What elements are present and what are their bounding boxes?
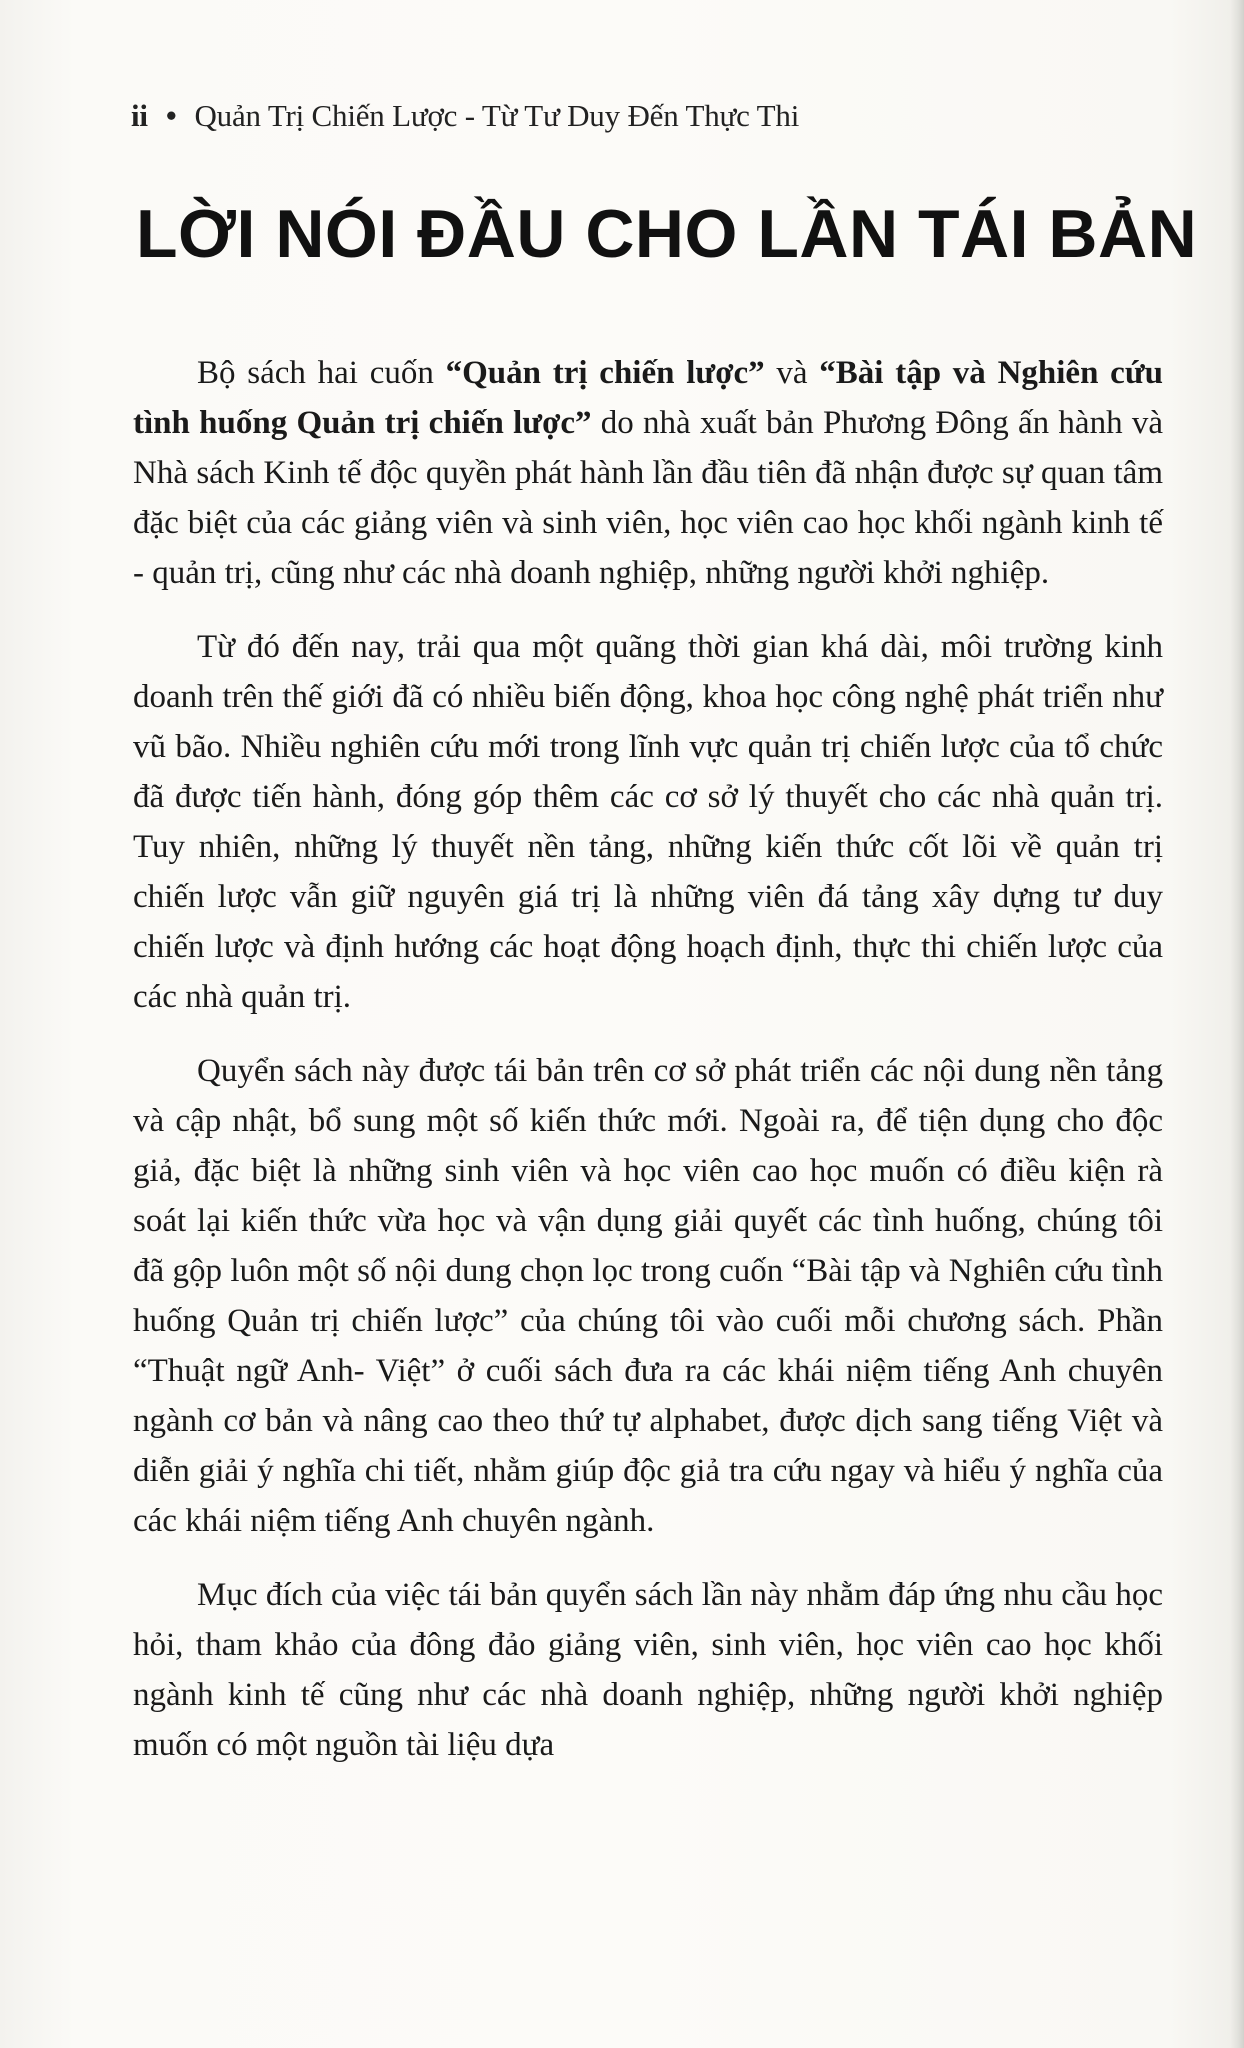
running-header xyxy=(131,98,799,134)
page-edge-shadow xyxy=(1230,0,1244,2048)
header-bullet: • xyxy=(165,98,177,133)
paragraph-3: Quyển sách này được tái bản trên cơ sở phát triển các nội dung nền tảng và cập nhật, bổ sung một số kiến thức mới. Ngoài ra, để tiện dụng cho độc giả, đặc biệt là những sinh viên và học viên cao học muốn có điều kiện rà soát lại kiến thức vừa học và vận dụng giải quyết các tình huống, chúng tôi đã gộp luôn một số nội dung chọn lọc trong cuốn “Bài tập và Nghiên cứu tình huống Quản trị chiến lược” của chúng tôi vào cuối mỗi chương sách. Phần “Thuật ngữ Anh- Việt” ở cuối sách đưa ra các khái niệm tiếng Anh chuyên ngành cơ bản và nâng cao theo thứ tự alphabet, được dịch sang tiếng Việt và diễn giải ý nghĩa chi tiết, nhằm giúp độc giả tra cứu ngay và hiểu ý nghĩa của các khái niệm tiếng Anh chuyên ngành. xyxy=(133,1053,1163,1539)
paragraph-1-text-a: Bộ sách hai cuốn xyxy=(197,355,446,391)
book-title-1: “Quản trị chiến lược” xyxy=(445,355,765,391)
paragraph-1 xyxy=(133,348,1163,598)
body-text xyxy=(133,348,1163,1770)
book-title-2: “Bài tập và Nghiên cứu tình huống Quản trị chiến lược” xyxy=(133,355,1163,441)
page-number: ii xyxy=(131,98,148,133)
chapter-title: LỜI NÓI ĐẦU CHO LẦN TÁI BẢN xyxy=(136,196,1198,272)
paragraph-4: Mục đích của việc tái bản quyển sách lần này nhằm đáp ứng nhu cầu học hỏi, tham khảo của đông đảo giảng viên, sinh viên, học viên cao học khối ngành kinh tế cũng như các nhà doanh nghiệp, những người khởi nghiệp muốn có một nguồn tài liệu dựa xyxy=(133,1577,1163,1763)
paragraph-1-text-c: do nhà xuất bản Phương Đông ấn hành và Nhà sách Kinh tế độc quyền phát hành lần đầu tiên đã nhận được sự quan tâm đặc biệt của các giảng viên và sinh viên, học viên cao học khối ngành kinh tế - quản trị, cũng như các nhà doanh nghiệp, những người khởi nghiệp. xyxy=(133,405,1163,591)
running-title: Quản Trị Chiến Lược - Từ Tư Duy Đến Thực Thi xyxy=(194,98,800,133)
paragraph-2: Từ đó đến nay, trải qua một quãng thời gian khá dài, môi trường kinh doanh trên thế giới đã có nhiều biến động, khoa học công nghệ phát triển như vũ bão. Nhiều nghiên cứu mới trong lĩnh vực quản trị chiến lược của tổ chức đã được tiến hành, đóng góp thêm các cơ sở lý thuyết cho các nhà quản trị. Tuy nhiên, những lý thuyết nền tảng, những kiến thức cốt lõi về quản trị chiến lược vẫn giữ nguyên giá trị là những viên đá tảng xây dựng tư duy chiến lược và định hướng các hoạt động hoạch định, thực thi chiến lược của các nhà quản trị. xyxy=(133,629,1163,1015)
paragraph-1-text-b: và xyxy=(764,355,820,391)
